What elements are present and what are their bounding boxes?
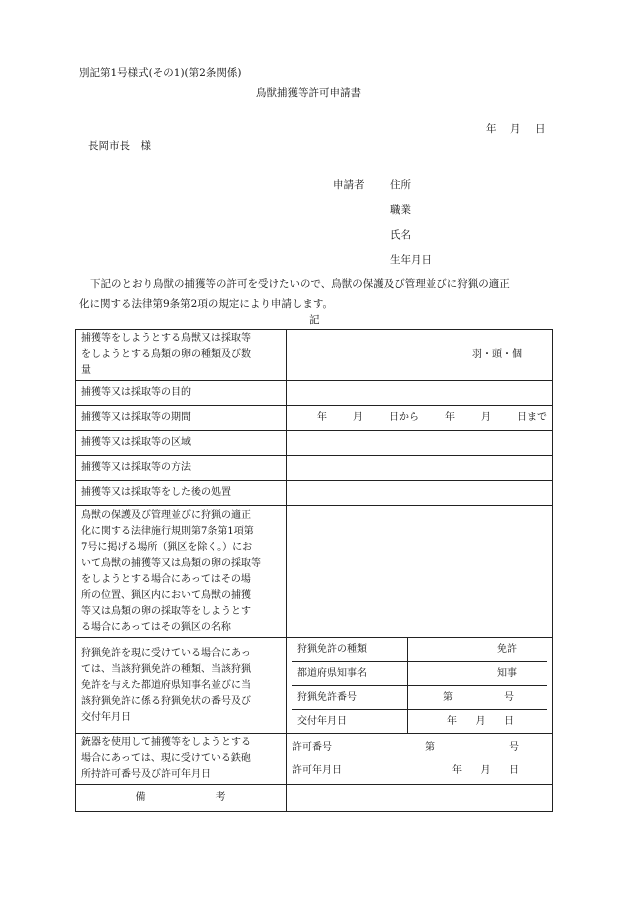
applicant-occupation: 職業 [390, 204, 411, 216]
license-number-label: 狩猟免許番号 [292, 686, 408, 710]
statement-line-1: 下記のとおり鳥獣の捕獲等の許可を受けたいので、鳥獣の保護及び管理並びに狩猟の適正 [90, 278, 510, 290]
license-number-row [292, 686, 547, 710]
row-hunting-license [76, 638, 553, 734]
license-label: 狩猟免許を現に受けている場合にあっ ては、当該狩猟免許の種類、当該狩猟 免許を与えた都道府県知事名並びに当 該狩猟免許に係る狩猟免状の番号及び 交付年月日 [76, 638, 287, 734]
row-species [76, 330, 553, 381]
form-number: 別記第1号様式(その1)(第2条関係) [79, 67, 242, 79]
date-year: 年 [486, 123, 497, 135]
area-label: 捕獲等又は採取等の区域 [76, 431, 287, 456]
license-type-label: 狩猟免許の種類 [292, 638, 408, 662]
period-label: 捕獲等又は採取等の期間 [76, 406, 287, 431]
issue-date-value[interactable]: 年 月 日 [447, 715, 514, 727]
species-unit: 羽・頭・個 [472, 349, 522, 360]
license-type-value[interactable]: 免許 [408, 638, 548, 662]
permit-date-value[interactable]: 年 月 日 [452, 764, 519, 776]
remarks-label: 備 考 [76, 785, 287, 812]
row-area [76, 431, 553, 456]
row-disposal [76, 481, 553, 506]
permit-number-value[interactable]: 第 号 [425, 741, 519, 753]
issue-date-row [292, 710, 547, 734]
permit-number-label: 許可番号 [292, 741, 332, 753]
permit-date-row [292, 759, 547, 782]
applicant-label: 申請者 [333, 179, 365, 191]
addressee: 長岡市長 様 [88, 140, 151, 152]
row-purpose [76, 381, 553, 406]
purpose-value[interactable] [287, 381, 553, 406]
license-number-value[interactable]: 第 号 [408, 686, 548, 710]
governor-row [292, 662, 547, 686]
disposal-value[interactable] [287, 481, 553, 506]
license-type-row [292, 638, 547, 662]
applicant-address: 住所 [390, 179, 411, 191]
firearm-label: 銃器を使用して捕獲等をしようとする 場合にあっては、現に受けている鉄砲 所持許可番号及び許可年月日 [76, 734, 287, 785]
species-value[interactable] [287, 330, 553, 381]
applicant-birthdate: 生年月日 [390, 254, 432, 266]
sanctuary-value[interactable] [287, 506, 553, 638]
governor-label: 都道府県知事名 [292, 662, 408, 686]
application-statement [79, 274, 553, 314]
method-label: 捕獲等又は採取等の方法 [76, 456, 287, 481]
ki-heading: 記 [309, 314, 320, 326]
area-value[interactable] [287, 431, 553, 456]
remarks-value[interactable] [287, 785, 553, 812]
firearm-details [287, 734, 553, 785]
disposal-label: 捕獲等又は採取等をした後の処置 [76, 481, 287, 506]
permit-number-row [292, 736, 547, 759]
method-value[interactable] [287, 456, 553, 481]
row-sanctuary [76, 506, 553, 638]
row-period [76, 406, 553, 431]
permit-date-label: 許可年月日 [292, 764, 342, 776]
sanctuary-label: 鳥獣の保護及び管理並びに狩猟の適正 化に関する法律施行規則第7条第1項第 7号に掲げる場所（猟区を除く。）にお いて鳥獣の捕獲等又は鳥類の卵の採取等 をしようとする場合にあってはその場 所の位置、猟区内において鳥獣の捕獲 等又は鳥類の卵の採取等をしようとす る場合にあってはその猟区の名称 [76, 506, 287, 638]
date-day: 日 [535, 123, 546, 135]
governor-value[interactable]: 知事 [408, 662, 548, 686]
statement-line-2: 化に関する法律第9条第2項の規定により申請します。 [79, 298, 334, 310]
row-method [76, 456, 553, 481]
period-value[interactable]: 年 月 日から 年 月 日まで [287, 406, 553, 431]
license-details [287, 638, 553, 734]
applicant-name: 氏名 [390, 229, 411, 241]
species-label: 捕獲等をしようとする鳥獣又は採取等 をしようとする鳥類の卵の種類及び数 量 [76, 330, 287, 381]
row-remarks [76, 785, 553, 812]
application-form-table [75, 329, 553, 812]
issue-date-label: 交付年月日 [292, 710, 408, 734]
date-month: 月 [510, 123, 521, 135]
document-title: 鳥獣捕獲等許可申請書 [256, 87, 361, 99]
row-firearm-permit [76, 734, 553, 785]
purpose-label: 捕獲等又は採取等の目的 [76, 381, 287, 406]
